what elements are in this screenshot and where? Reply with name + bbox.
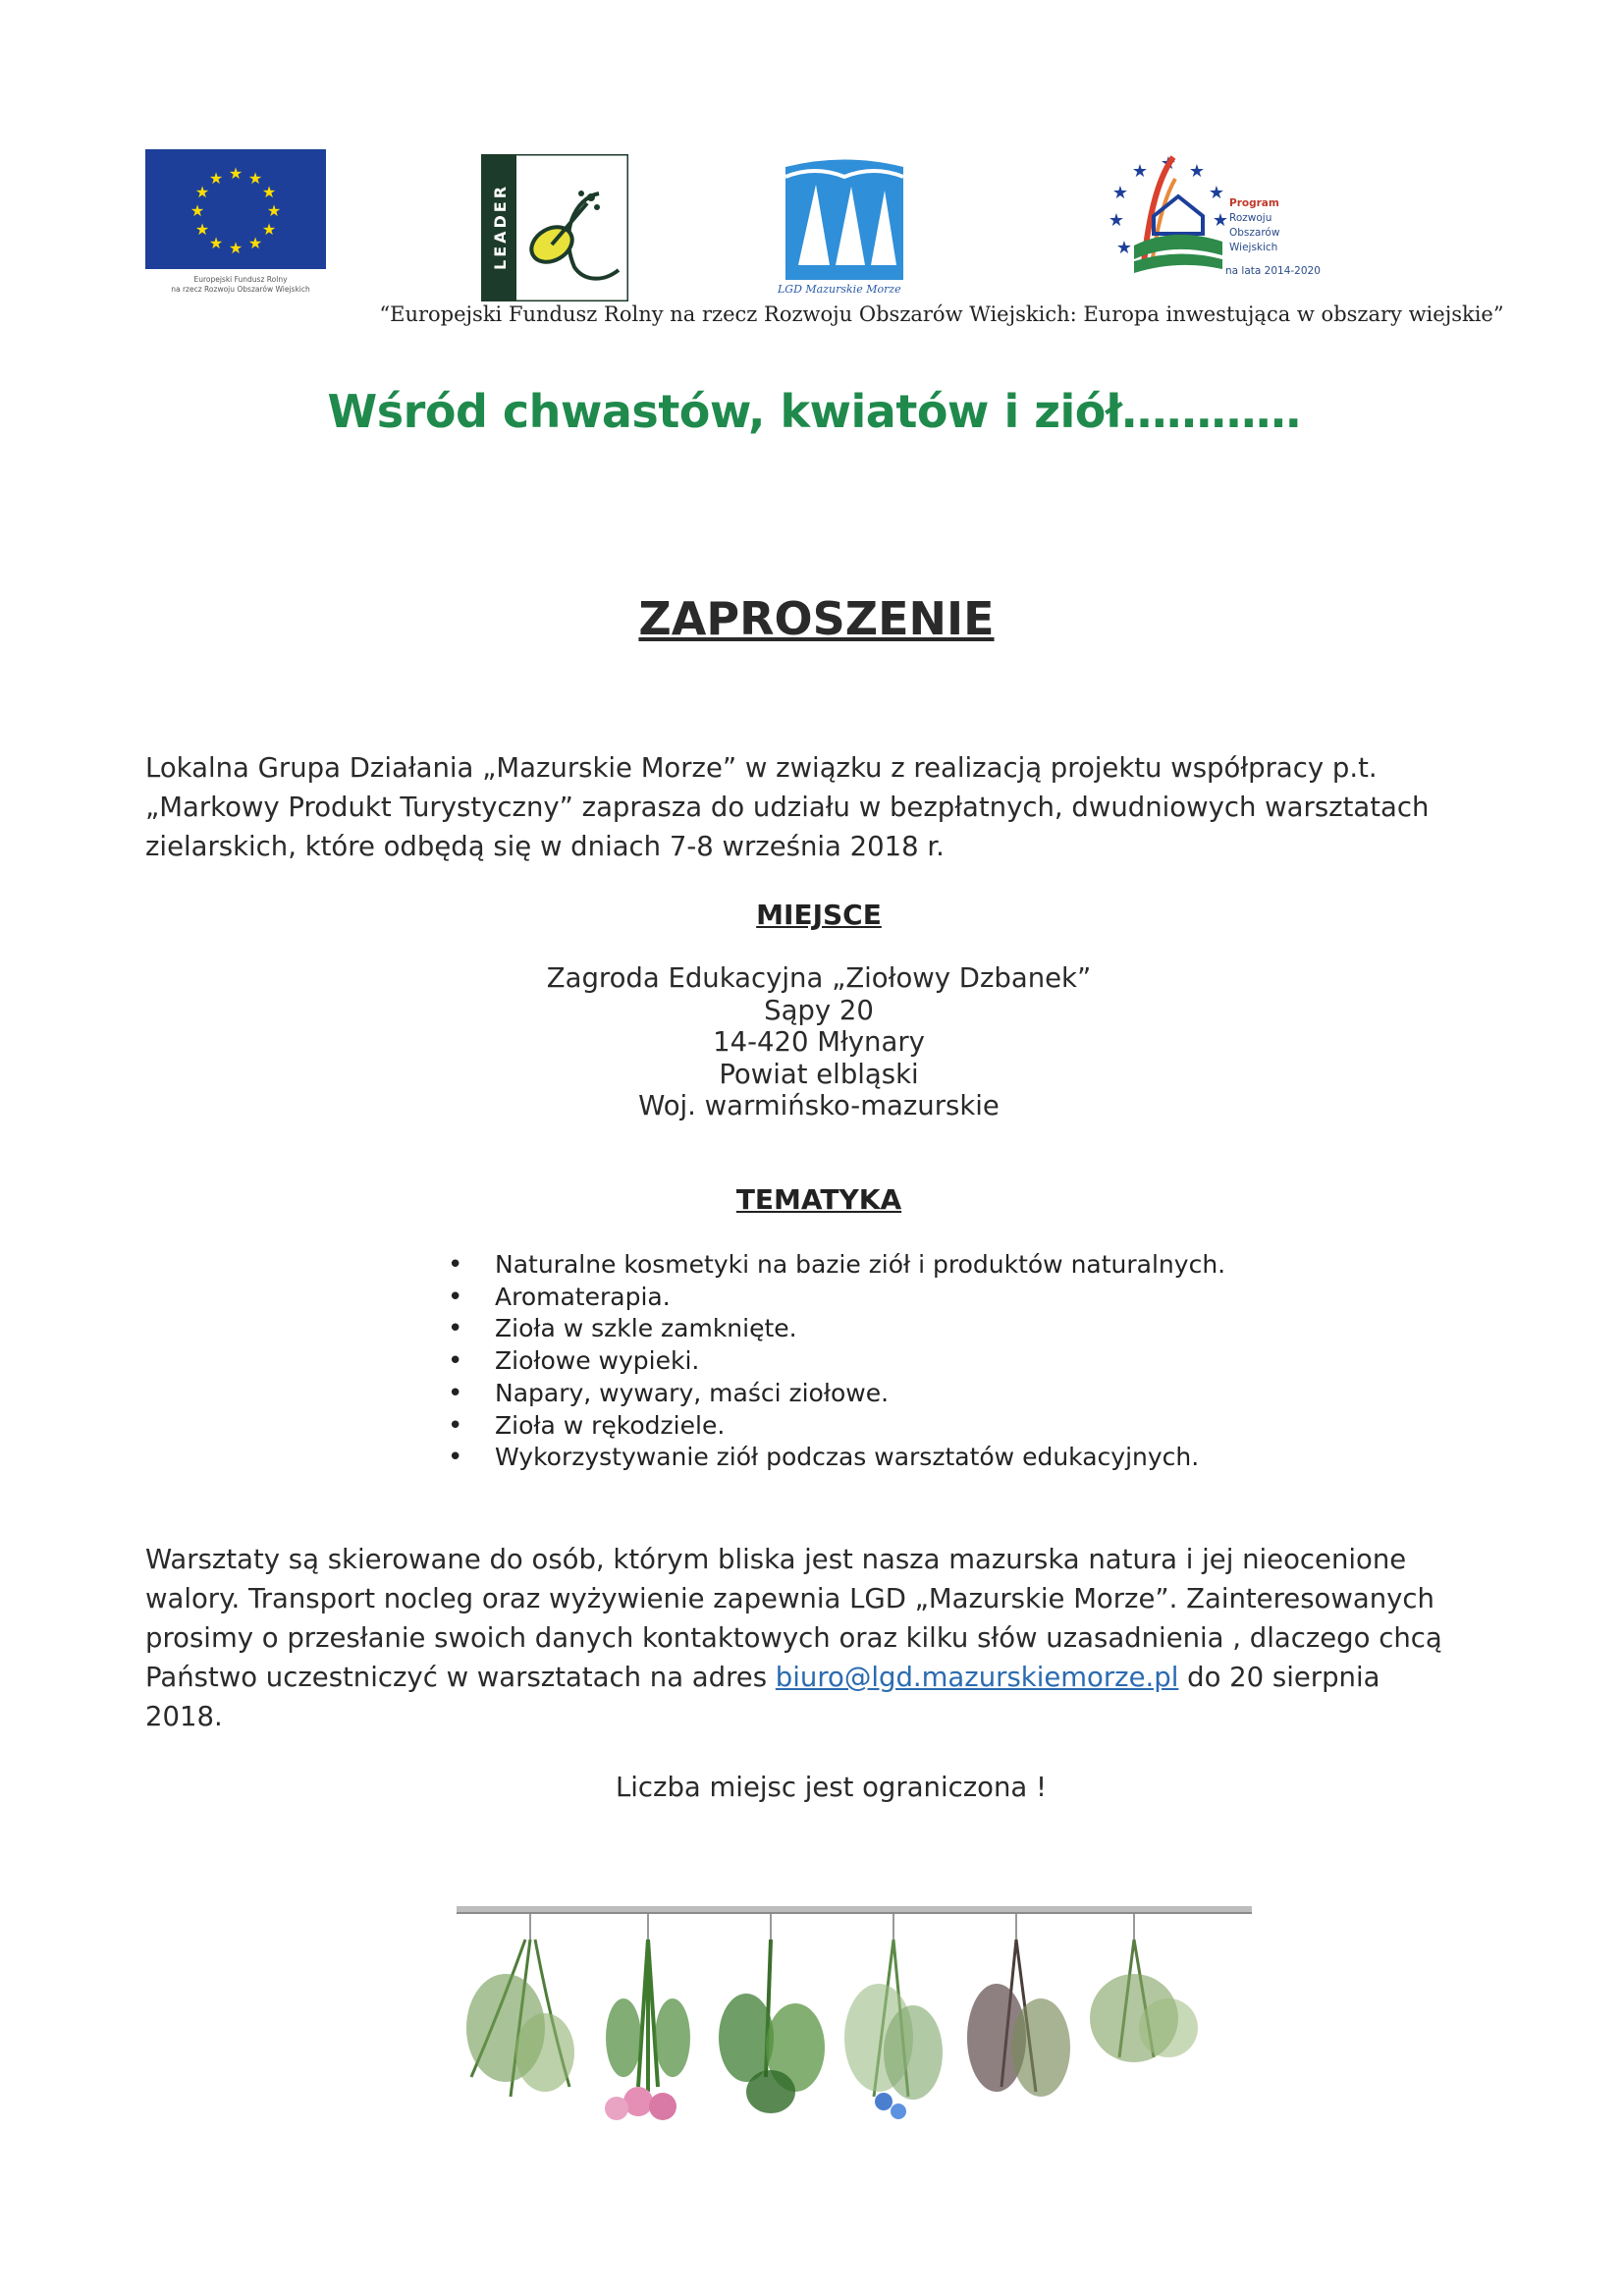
prow-logo: [1095, 147, 1242, 285]
lgd-logo-caption: LGD Mazurskie Morze: [778, 283, 901, 296]
email-link[interactable]: biuro@lgd.mazurskiemorze.pl: [775, 1662, 1179, 1693]
closing-line-4: [145, 1658, 1520, 1697]
address-line-3: 14-420 Młynary: [713, 1026, 925, 1058]
svg-text:★: ★: [1208, 183, 1225, 203]
leader-logo: [481, 154, 628, 301]
topics-heading: TEMATYKA: [735, 1183, 902, 1216]
list-item: • Aromaterapia.: [448, 1282, 1225, 1314]
svg-text:★: ★: [247, 169, 263, 188]
herb-bunch-icon: [1090, 1940, 1198, 2062]
svg-text:★: ★: [194, 183, 210, 201]
intro-paragraph: [145, 748, 1520, 866]
address-line-1: Zagroda Edukacyjna „Ziołowy Dzbanek”: [546, 962, 1092, 994]
list-item: • Zioła w szkle zamknięte.: [448, 1313, 1225, 1345]
leader-logo-text: LEADER: [491, 183, 510, 270]
svg-text:★: ★: [261, 220, 277, 239]
funding-statement: “Europejski Fundusz Rolny na rzecz Rozwoju Obszarów Wiejskich: Europa inwestująca w obszary wiejskie”: [379, 302, 1504, 326]
eu-caption: [137, 275, 344, 295]
place-address: [0, 962, 1623, 1122]
prow-logo-text: [1229, 196, 1347, 255]
svg-text:★: ★: [1131, 161, 1149, 182]
list-item: • Napary, wywary, maści ziołowe.: [448, 1378, 1225, 1410]
closing-line-3: prosimy o przesłanie swoich danych kontaktowych oraz kilku słów uzasadnienia , dlaczego chcą: [145, 1622, 1442, 1654]
list-item: • Wykorzystywanie ziół podczas warsztatów edukacyjnych.: [448, 1442, 1225, 1474]
closing-line-5: 2018.: [145, 1701, 223, 1732]
intro-line-1: Lokalna Grupa Działania „Mazurskie Morze” w związku z realizacją projektu współpracy p.t.: [145, 752, 1378, 784]
svg-text:★: ★: [1108, 210, 1125, 231]
svg-text:★: ★: [1111, 183, 1129, 203]
svg-text:★: ★: [228, 164, 243, 183]
address-line-2: Sąpy 20: [764, 994, 874, 1026]
herb-bunch-icon: [605, 1940, 690, 2120]
herb-bunch-icon: [844, 1940, 943, 2119]
svg-text:★: ★: [261, 183, 277, 201]
prow-text-line-2: Rozwoju: [1229, 212, 1272, 224]
eu-caption-line-1: Europejski Fundusz Rolny: [193, 275, 288, 284]
list-item: • Ziołowe wypieki.: [448, 1345, 1225, 1378]
invitation-heading: ZAPROSZENIE: [638, 592, 995, 645]
herb-bunch-icon: [719, 1940, 825, 2113]
svg-text:★: ★: [1188, 161, 1206, 182]
eu-flag-logo: [145, 149, 326, 269]
svg-text:★: ★: [194, 220, 210, 239]
address-line-4: Powiat elbląski: [719, 1058, 919, 1090]
list-item: • Zioła w rękodziele.: [448, 1410, 1225, 1443]
closing-line-4-end: do 20 sierpnia: [1178, 1662, 1380, 1693]
intro-line-2: „Markowy Produkt Turystyczny” zaprasza do udziału w bezpłatnych, dwudniowych warsztatach: [145, 792, 1430, 823]
address-line-5: Woj. warmińsko-mazurskie: [638, 1090, 1000, 1121]
svg-text:★: ★: [208, 234, 224, 252]
topics-list: [448, 1249, 1225, 1474]
eu-stars-icon: [145, 149, 326, 269]
prow-years: na lata 2014-2020: [1225, 265, 1321, 277]
list-item: • Naturalne kosmetyki na bazie ziół i produktów naturalnych.: [448, 1249, 1225, 1282]
herb-bunch-icon: [967, 1940, 1070, 2097]
closing-line-1: Warsztaty są skierowane do osób, którym bliska jest nasza mazurska natura i jej nieocenione: [145, 1544, 1407, 1575]
closing-line-4-start: Państwo uczestniczyć w warsztatach na adres: [145, 1662, 776, 1693]
svg-text:★: ★: [228, 239, 243, 257]
svg-text:★: ★: [189, 201, 205, 220]
herb-bunch-icon: [466, 1940, 574, 2097]
svg-text:★: ★: [266, 201, 282, 220]
limited-places-note: Liczba miejsc jest ograniczona !: [615, 1772, 1048, 1803]
closing-paragraph: [145, 1540, 1520, 1736]
svg-text:★: ★: [247, 234, 263, 252]
svg-text:★: ★: [1212, 210, 1229, 231]
hanging-herbs-illustration: [412, 1890, 1267, 2185]
svg-text:★: ★: [208, 169, 224, 188]
prow-text-line-1: Program: [1229, 197, 1279, 209]
svg-text:★: ★: [1160, 153, 1177, 174]
place-heading: MIEJSCE: [756, 899, 882, 931]
svg-text:★: ★: [1115, 238, 1133, 258]
lgd-mazurskie-morze-logo: [781, 157, 908, 295]
eu-caption-line-2: na rzecz Rozwoju Obszarów Wiejskich: [171, 285, 310, 294]
prow-text-line-4: Wiejskich: [1229, 242, 1278, 253]
intro-line-3: zielarskich, które odbędą się w dniach 7-8 września 2018 r.: [145, 831, 945, 862]
prow-text-line-3: Obszarów: [1229, 227, 1280, 239]
page-title: Wśród chwastów, kwiatów i ziół…………: [327, 385, 1301, 438]
closing-line-2: walory. Transport nocleg oraz wyżywienie zapewnia LGD „Mazurskie Morze”. Zainteresowanych: [145, 1583, 1434, 1614]
